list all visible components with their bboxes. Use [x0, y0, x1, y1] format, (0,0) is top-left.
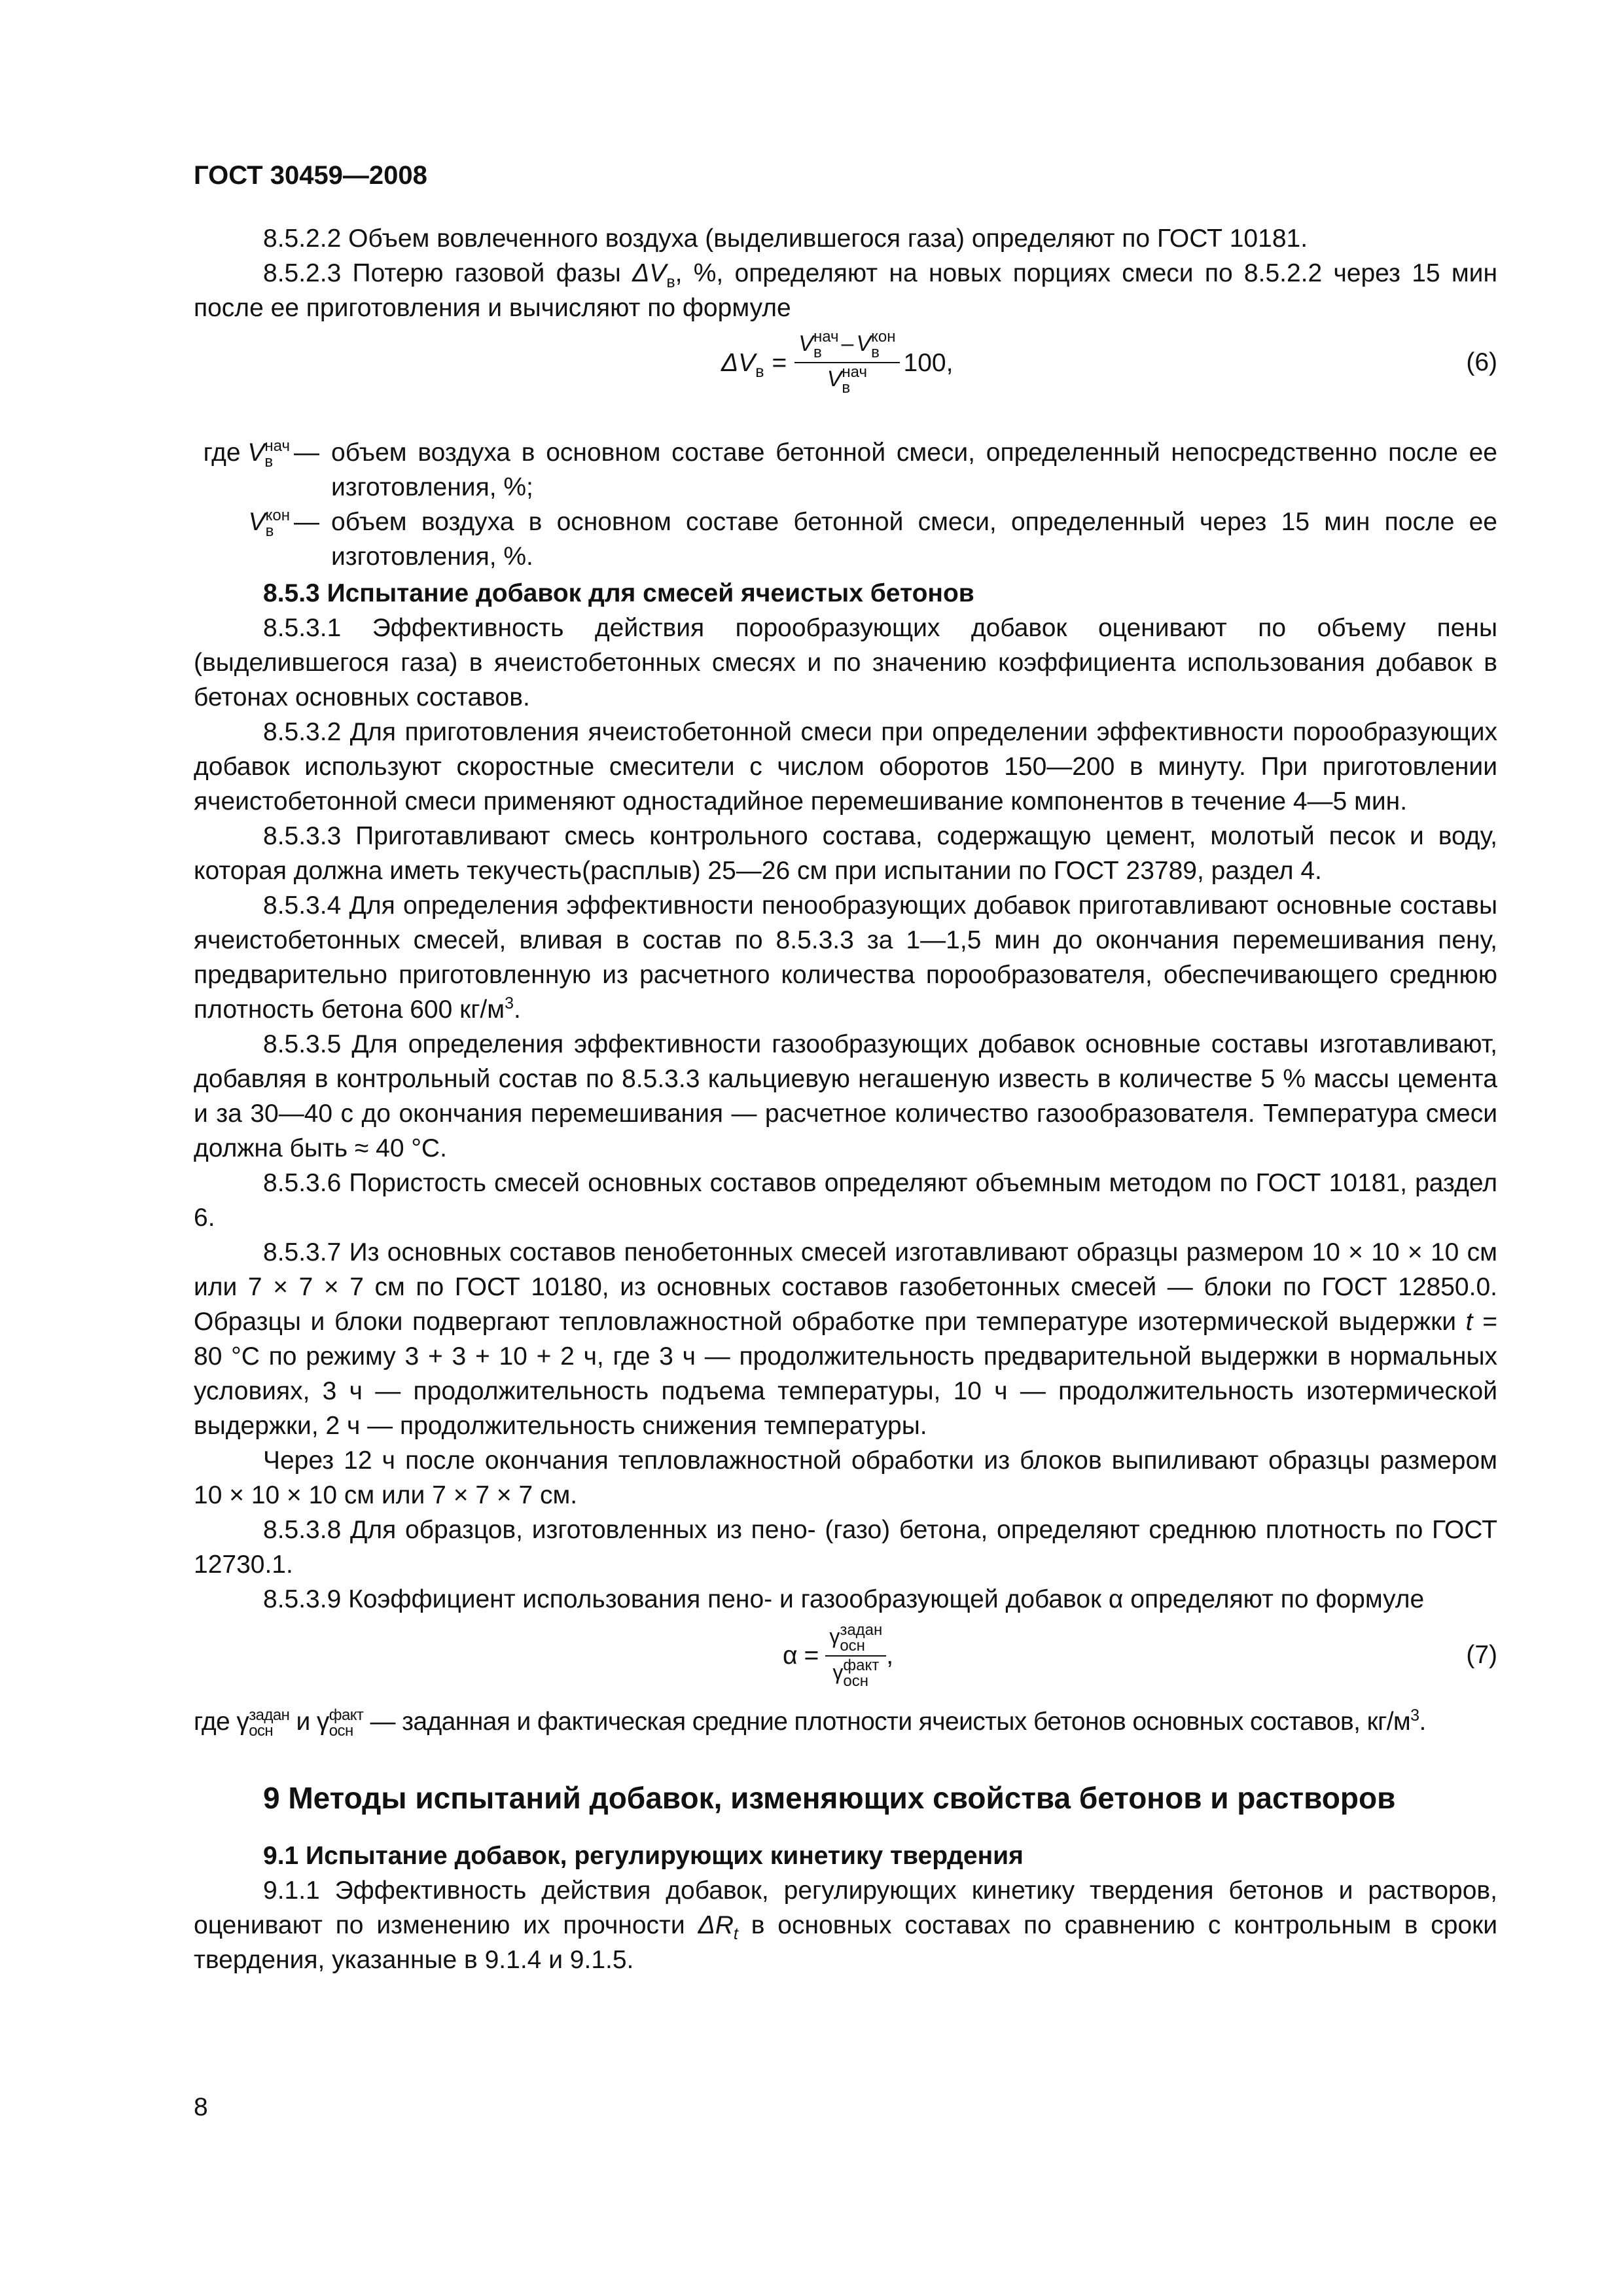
- section-heading-9: 9 Методы испытаний добавок, изменяющих свойства бетонов и растворов: [263, 1781, 1396, 1815]
- formula-comma: ,: [886, 1641, 894, 1670]
- formula-equals: =: [804, 1641, 819, 1670]
- paragraph-8-5-3-9: 8.5.3.9 Коэффициент использования пено- и газообразующей добавок α определяют по формуле: [263, 1585, 1425, 1613]
- formula-7-legend: где γ задан осн и γ факт осн — заданная и фактическая средние плотности ячеистых бетонов основных составов, $кг/м^3$.: [194, 1706, 1426, 1740]
- paragraph-8-5-3-8: 8.5.3.8 Для образцов, изготовленных из пено- (газо) бетона, определяют среднюю плотность по ГОСТ 12730.1.: [194, 1516, 1497, 1579]
- paragraph-8-5-3-4: 8.5.3.4 Для определения эффективности пенообразующих добавок приготавливают основные составы ячеистобетонных смесей, вливая в состав по 8.5.3.3 за 1—1,5 мин до окончания перемешивания пену, предварительно приготовленную из расчетного количества порообразователя, обеспечивающего среднюю плотность бетона 600 $кг/м^3$.: [194, 891, 1497, 1024]
- legend-symbol-vnach: где V нач в —: [203, 437, 319, 471]
- formula-number: (6): [1466, 348, 1497, 376]
- formula-6: [194, 325, 1497, 435]
- paragraph-8-5-3-2: 8.5.3.2 Для приготовления ячеистобетонной смеси при определении эффективности порообразующих добавок используют скоростные смесители с числом оборотов 150—200 в минуту. При приготовлении ячеистобетонной смеси применяют одностадийное перемешивание компонентов в течение 4—5 мин.: [194, 718, 1497, 816]
- fraction-numerator: γ задан осн: [825, 1622, 886, 1657]
- formula-fraction: [794, 329, 899, 396]
- paragraph-8-5-3-7: 8.5.3.7 Из основных составов пенобетонных смесей изготавливают образцы размером 10 × 10 × 10 см или 7 × 7 × 7 см по ГОСТ 10180, из основных составов газобетонных смесей — блоки по ГОСТ 12850.0. Образцы и блоки подвергают тепловлажностной обработке при температуре изотермической выдержки t = 80 °С по режиму 3 + 3 + 10 + 2 ч, где 3 ч — продолжительность предварительной выдержки в нормальных условиях, 3 ч — продолжительность подъема температуры, 10 ч — продолжительность изотермической выдержки, 2 ч — продолжительность снижения температуры.: [194, 1238, 1497, 1440]
- paragraph-8-5-3-6: 8.5.3.6 Пористость смесей основных составов определяют объемным методом по ГОСТ 10181, раздел 6.: [194, 1169, 1497, 1232]
- paragraph-text: 8.5.2.3 Потерю газовой фазы: [263, 259, 633, 287]
- delta-v-subscript: в: [666, 272, 675, 291]
- formula-6-legend: [194, 435, 1497, 574]
- paragraph-8-5-3-5: 8.5.3.5 Для определения эффективности газообразующих добавок основные составы изготавливают, добавляя в контрольный состав по 8.5.3.3 кальциевую негашеную известь в количестве 5 % массы цемента и за 30—40 с до окончания перемешивания — расчетное количество газообразователя. Температура смеси должна быть ≈ 40 °С.: [194, 1030, 1497, 1162]
- formula-number: (7): [1466, 1641, 1497, 1669]
- formula-multiplier: 100,: [903, 348, 954, 377]
- delta-v-symbol: ΔV: [632, 259, 667, 287]
- document-body: [194, 221, 1497, 1977]
- formula-lhs: $\Delta V_в$: [721, 348, 764, 381]
- formula-7: [194, 1618, 1497, 1704]
- paragraph-8-5-2-3: [194, 256, 1497, 325]
- paragraph-text: , %, определяют на новых порциях смеси по 8.5.2.2 через 15 мин после ее приготовления и вычисляют по формуле: [194, 259, 1497, 322]
- formula-7-body: [783, 1622, 893, 1689]
- formula-6-body: [721, 329, 953, 396]
- paragraph-8-5-2-2: 8.5.2.2 Объем вовлеченного воздуха (выделившегося газа) определяют по ГОСТ 10181.: [263, 224, 1308, 253]
- formula-lhs: α: [783, 1641, 798, 1670]
- fraction-numerator: V нач в – V кон в: [794, 329, 899, 363]
- document-header: ГОСТ 30459—2008: [194, 161, 427, 190]
- formula-fraction: [825, 1622, 886, 1689]
- paragraph-9-1-1: 9.1.1 Эффективность действия добавок, регулирующих кинетику твердения бетонов и растворов, оценивают по изменению их прочности $\Delta R_t$ в основных составах по сравнению с контрольным в сроки твердения, указанные в 9.1.4 и 9.1.5.: [194, 1876, 1497, 1974]
- paragraph-8-5-3-1: 8.5.3.1 Эффективность действия порообразующих добавок оценивают по объему пены (выделившегося газа) в ячеистобетонных смесях и по значению коэффициента использования добавок в бетонах основных составов.: [194, 614, 1497, 711]
- paragraph-8-5-3-3: 8.5.3.3 Приготавливают смесь контрольного состава, содержащую цемент, молотый песок и воду, которая должна иметь текучесть(расплыв) 25—26 см при испытании по ГОСТ 23789, раздел 4.: [194, 822, 1497, 885]
- page-number: 8: [194, 2093, 208, 2121]
- paragraph-cutting-samples: Через 12 ч после окончания тепловлажностной обработки из блоков выпиливают образцы размером 10 × 10 × 10 см или 7 × 7 × 7 см.: [194, 1446, 1497, 1509]
- fraction-denominator: γ факт осн: [832, 1657, 880, 1691]
- legend-text-vkon: объем воздуха в основном составе бетонной смеси, определенный через 15 мин после ее изготовления, %.: [331, 508, 1497, 571]
- legend-text-vnach: объем воздуха в основном составе бетонной смеси, определенный непосредственно после ее изготовления, %;: [331, 439, 1497, 501]
- formula-equals: =: [772, 348, 787, 377]
- section-heading-8-5-3: 8.5.3 Испытание добавок для смесей ячеистых бетонов: [263, 579, 974, 607]
- section-heading-9-1: 9.1 Испытание добавок, регулирующих кинетику твердения: [263, 1842, 1024, 1870]
- fraction-denominator: V нач в: [827, 363, 867, 397]
- legend-symbol-vkon: V кон в —: [248, 506, 319, 540]
